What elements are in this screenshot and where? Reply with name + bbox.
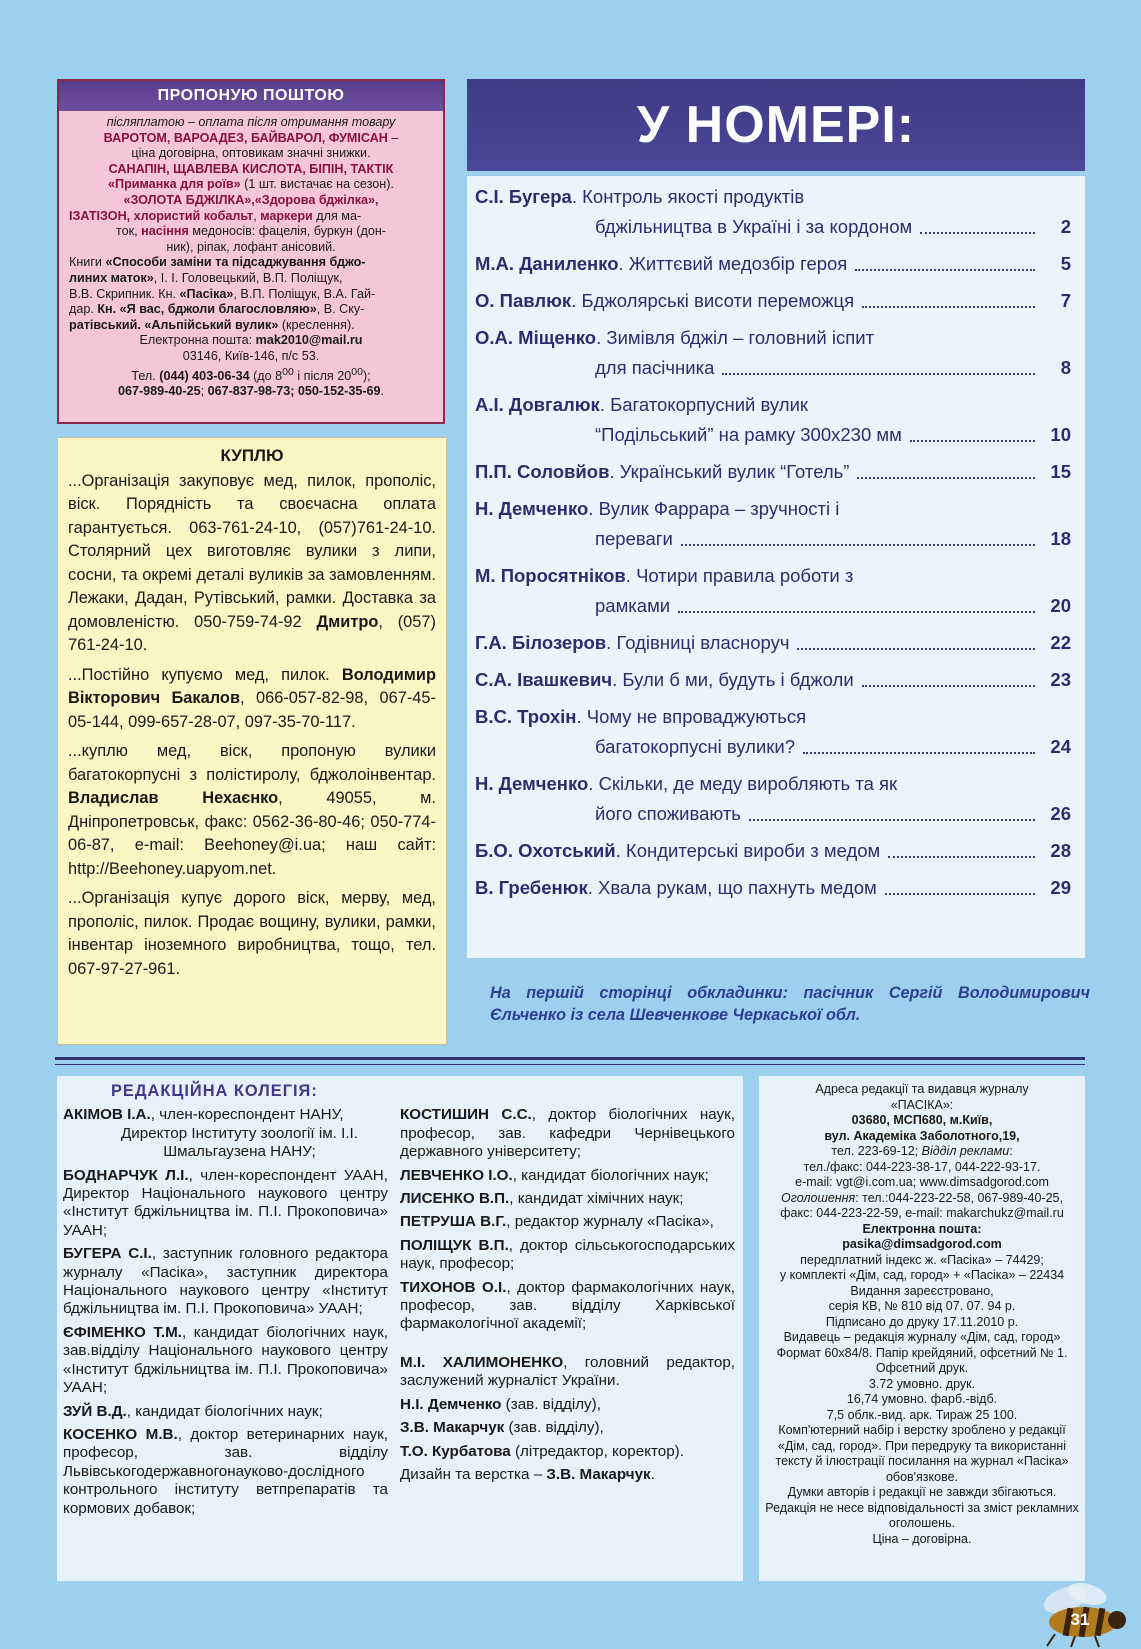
- page-number: 31: [1070, 1610, 1090, 1629]
- address-text: Відділ реклами: [921, 1144, 1010, 1158]
- mail-order-box: [57, 79, 445, 424]
- toc-item[interactable]: [475, 390, 1071, 450]
- toc-item[interactable]: [475, 323, 1071, 383]
- address-text: тел. 223-69-12;: [831, 1144, 922, 1158]
- address-text: :: [1009, 1144, 1013, 1158]
- toc-item[interactable]: [475, 873, 1071, 903]
- mail-text: Тел.: [131, 368, 160, 383]
- toc-page: 28: [1050, 840, 1071, 861]
- product-list: «ЗОЛОТА БДЖІЛКА»,«Здорова бджілка»,: [123, 192, 379, 207]
- leader-dots: [797, 648, 1035, 650]
- toc-page: 15: [1050, 461, 1071, 482]
- toc-item[interactable]: [475, 286, 1071, 316]
- leader-dots: [920, 232, 1035, 234]
- phone-numbers: 067-837-98-73; 050-152-35-69: [207, 384, 381, 399]
- staff-info: (зав. відділу),: [504, 1419, 604, 1437]
- member-name: БУГЕРА С.І.: [63, 1245, 152, 1263]
- toc-item[interactable]: [475, 702, 1071, 762]
- mail-text: і після 20: [293, 368, 352, 383]
- toc-line: [475, 799, 1071, 829]
- toc-item[interactable]: [475, 494, 1071, 554]
- ad-paragraph: [68, 664, 436, 735]
- leader-dots: [910, 440, 1035, 442]
- staff-name: З.В. Макарчук: [546, 1465, 651, 1483]
- ad-text: ...Постійно купуємо мед, пилок.: [68, 665, 342, 684]
- leader-dots: [862, 685, 1035, 687]
- address-line: Редакція не несе відповідальності за зміст рекламних оголошень.: [765, 1500, 1079, 1530]
- board-member: [400, 1190, 735, 1208]
- toc-page: 29: [1050, 877, 1071, 898]
- section-divider: [55, 1057, 1085, 1065]
- toc-line: [475, 561, 1071, 591]
- member-info: , кандидат біологічних наук;: [512, 1166, 709, 1184]
- ad-paragraph: ...Організація купує дорого віск, мерву, мед, прополіс, пилок. Продає вощину, вулики, рамки, інвентар іноземного виробництва, тощо, тел. 067-97-27-961.: [68, 889, 436, 978]
- toc-author: С.І. Бугера: [475, 186, 572, 207]
- ad-text: ...Організація закуповує мед, пилок, прополіс, віск. Порядність та своєчасна оплата гарантується. 063-761-24-10, (057)761-24-10. Столярний цех виготовляє вулики з липи, сосни, та окремі деталі вуликів за замовленням. Лежаки, Дадан, Рутівський, рамки. Доставка за домовленістю. 050-759-74-92: [68, 471, 436, 631]
- address-line: у комплекті «Дім, сад, город» + «Пасіка» – 22434: [779, 1268, 1065, 1282]
- board-member: [400, 1167, 735, 1185]
- member-name: КОСТИШИН С.С.: [400, 1106, 532, 1124]
- mail-text: медоносів: фацелія, буркун (дон-: [188, 224, 386, 239]
- toc-page: 26: [1050, 803, 1071, 824]
- ad-text: , (057) 761-24-10.: [68, 612, 436, 654]
- board-member: [400, 1237, 735, 1274]
- toc-line: [475, 182, 1071, 212]
- leader-dots: [678, 611, 1035, 613]
- toc-title: для пасічника: [595, 357, 715, 378]
- member-info: , кандидат хімічних наук;: [509, 1190, 684, 1208]
- editorial-board: [57, 1076, 743, 1581]
- toc-page: 20: [1050, 595, 1071, 616]
- toc-author: Г.А. Білозеров: [475, 632, 607, 653]
- toc-line: [475, 390, 1071, 420]
- product-list: ІЗАТІЗОН, хлористий кобальт: [69, 208, 254, 223]
- leader-dots: [885, 893, 1035, 895]
- toc-title: . Життєвий медозбір героя: [618, 253, 848, 274]
- toc-page: 2: [1060, 216, 1071, 237]
- mail-text: ток,: [116, 224, 142, 239]
- toc-author: Б.О. Охотський: [475, 840, 616, 861]
- product-list: САНАПІН, ЩАВЛЕВА КИСЛОТА, БІПІН, ТАКТІК: [108, 161, 394, 176]
- member-name: БОДНАРЧУК Л.І.: [63, 1166, 189, 1184]
- toc-item[interactable]: [475, 769, 1071, 829]
- board-member: [400, 1213, 735, 1231]
- toc-line: [475, 628, 1071, 658]
- book-title: «Способи заміни та підсаджування бджо-: [105, 255, 366, 270]
- staff-info: .: [650, 1465, 655, 1483]
- member-name: АКІМОВ І.А.: [63, 1106, 151, 1124]
- toc-title: . Скільки, де меду виробляють та як: [588, 773, 898, 794]
- address-line: Адреса редакції та видавця журналу: [815, 1082, 1029, 1096]
- toc-line: [475, 286, 1071, 316]
- leader-dots: [855, 269, 1035, 271]
- toc-title: . Багатокорпусний вулик: [599, 394, 809, 415]
- address-line: Видавець – редакція журналу «Дім, сад, город»: [783, 1330, 1061, 1344]
- toc-title: . Чому не впроваджуються: [576, 706, 807, 727]
- ad-text: , 066-057-82-98, 067-45-05-144, 099-657-28-07, 097-35-70-117.: [68, 689, 436, 731]
- member-info: , доктор біологічних наук, професор, зав. кафедри Чернівецького державного університету;: [400, 1106, 735, 1161]
- mail-text: –: [387, 130, 399, 145]
- toc-title: . Бджолярські висоти переможця: [571, 290, 855, 311]
- toc-title: . Чотири правила роботи з: [625, 565, 854, 586]
- staff-name: З.В. Макарчук: [400, 1419, 505, 1437]
- address-line: факс: 044-223-22-59, e-mail: makarchukz@mail.ru: [780, 1206, 1064, 1220]
- toc-title: . Були б ми, будуть і бджоли: [612, 669, 854, 690]
- address-line: 7,5 облк.-вид. арк. Тираж 25 100.: [826, 1407, 1018, 1422]
- toc-page: 23: [1050, 669, 1071, 690]
- phone-number: 067-989-40-25: [117, 384, 201, 399]
- toc-line: [475, 836, 1071, 866]
- mail-text: В.В. Скрипник. Кн.: [69, 286, 180, 301]
- leader-dots: [888, 856, 1035, 858]
- buy-ads-box: [57, 437, 447, 1045]
- member-name: ЛИСЕНКО В.П.: [400, 1190, 510, 1208]
- board-member: [63, 1426, 388, 1518]
- member-name: ТИХОНОВ О.І.: [400, 1278, 507, 1296]
- toc-page: 8: [1060, 357, 1071, 378]
- mail-text: (до 8: [249, 368, 283, 383]
- address-line: передплатний індекс ж. «Пасіка» – 74429;: [800, 1252, 1044, 1267]
- member-name: ЄФІМЕНКО Т.М.: [63, 1323, 183, 1341]
- product-name: маркери: [260, 208, 313, 223]
- postal-address: 03146, Київ-146, п/с 53.: [182, 348, 320, 363]
- product-name: насіння: [141, 224, 189, 239]
- board-title: РЕДАКЦІЙНА КОЛЕГІЯ:: [111, 1082, 318, 1100]
- toc-title: . Хвала рукам, що пахнуть медом: [587, 877, 877, 898]
- staff-member: [400, 1443, 735, 1461]
- toc-title: бджільництва в Україні і за кордоном: [595, 216, 913, 237]
- address-line: тел./факс: 044-223-38-17, 044-222-93-17.: [803, 1159, 1041, 1174]
- staff-info: (зав. відділу),: [501, 1395, 601, 1413]
- mail-line: ник), ріпак, лофант анісовий.: [166, 239, 336, 254]
- staff-name: Т.О. Курбатова: [400, 1442, 511, 1460]
- address-line: Комп'ютерний набір і верстку зроблено у редакції «Дім, сад, город». При передруку та використанні тексту й ілюстрації посилання на журнал «Пасіка» обов'язкове.: [775, 1423, 1069, 1484]
- member-info: , член-кореспондент НАНУ,: [150, 1106, 344, 1124]
- toc-title: . Годівниці власноруч: [606, 632, 790, 653]
- leader-dots: [722, 373, 1035, 375]
- toc-line: [475, 212, 1071, 242]
- leader-dots: [681, 544, 1035, 546]
- board-member: [63, 1403, 388, 1421]
- staff-info: (літредактор, коректор).: [510, 1442, 684, 1460]
- toc-author: В.С. Трохін: [475, 706, 577, 727]
- toc-title: . Зимівля бджіл – головний іспит: [596, 327, 875, 348]
- mail-text: , В. Ску-: [316, 302, 365, 317]
- toc-author: О.А. Міщенко: [475, 327, 597, 348]
- superscript: 00: [282, 365, 294, 378]
- board-member: [63, 1324, 388, 1398]
- mail-text: , В.П. Поліщук, В.А. Гай-: [233, 286, 376, 301]
- toc-page: 22: [1050, 632, 1071, 653]
- mail-text: для ма-: [312, 208, 362, 223]
- leader-dots: [857, 477, 1035, 479]
- table-of-contents: [467, 176, 1085, 958]
- address-line: вул. Академіка Заболотного,19,: [824, 1128, 1020, 1143]
- toc-page: 18: [1050, 528, 1071, 549]
- address-text: : тел.:044-223-22-58, 067-989-40-25,: [855, 1190, 1063, 1205]
- member-name: ПЕТРУША В.Г.: [400, 1213, 507, 1231]
- email-link[interactable]: pasika@dimsadgorod.com: [842, 1237, 1002, 1251]
- address-line: Видання зареєстровано,: [850, 1283, 994, 1298]
- address-line: [765, 1191, 1079, 1207]
- toc-title: його споживають: [595, 803, 741, 824]
- staff-member: [400, 1396, 735, 1414]
- leader-dots: [803, 752, 1035, 754]
- leader-dots: [862, 306, 1035, 308]
- toc-item[interactable]: [475, 457, 1071, 487]
- design-credit: [400, 1466, 735, 1484]
- product-name: «Приманка для роїв»: [108, 177, 241, 192]
- address-line: Формат 60х84/8. Папір крейдяний, офсетний № 1. Офсетний друк.: [776, 1345, 1068, 1375]
- mail-text: Електронна пошта:: [139, 333, 256, 348]
- member-name: ЗУЙ В.Д.: [63, 1402, 127, 1420]
- toc-item[interactable]: [475, 561, 1071, 621]
- phone-number: (044) 403-06-34: [159, 368, 250, 383]
- contents-title: У НОМЕРІ:: [467, 79, 1085, 171]
- toc-page: 5: [1060, 253, 1071, 274]
- toc-line: [475, 732, 1071, 762]
- member-name: ПОЛІЩУК В.П.: [400, 1236, 509, 1254]
- toc-line: [475, 323, 1071, 353]
- board-member: [400, 1279, 735, 1334]
- address-line: Електронна пошта:: [862, 1221, 982, 1236]
- mail-line: ціна договірна, оптовикам значні знижки.: [131, 146, 371, 161]
- toc-item[interactable]: [475, 182, 1071, 242]
- book-title: Кн. «Я вас, бджоли благословляю»: [97, 302, 317, 317]
- mail-text: (креслення).: [278, 317, 355, 332]
- toc-title: рамками: [595, 595, 671, 616]
- book-title: линих маток»: [69, 270, 154, 285]
- mail-text: .: [380, 384, 385, 399]
- member-info: , редактор журналу «Пасіка»,: [506, 1213, 714, 1231]
- toc-line: [475, 524, 1071, 554]
- address-line: Думки авторів і редакції не завжди збігаються.: [787, 1485, 1057, 1499]
- mail-text: ,: [253, 208, 261, 223]
- website-link[interactable]: e-mail: vgt@i.com.ua; www.dimsadgorod.com: [795, 1175, 1049, 1189]
- book-title: «Пасіка»: [179, 286, 234, 301]
- mail-text: , І. І. Головецький, В.П. Поліщук,: [153, 270, 343, 285]
- toc-item[interactable]: [475, 665, 1071, 695]
- toc-page: 7: [1060, 290, 1071, 311]
- toc-line: [475, 665, 1071, 695]
- address-line: Ціна – договірна.: [872, 1531, 972, 1546]
- staff-member: [400, 1419, 735, 1437]
- superscript: 00: [351, 365, 363, 378]
- toc-line: [475, 420, 1071, 450]
- toc-author: О. Павлюк: [475, 290, 572, 311]
- address-text: Оголошення: [781, 1190, 856, 1205]
- member-info: Директор Інституту зоології ім. І.І. Шмальгаузена НАНУ;: [121, 1124, 358, 1161]
- toc-line: [475, 702, 1071, 732]
- book-title: ратівський. «Альпійський вулик»: [69, 317, 279, 332]
- staff-info: , головний редактор, заслужений журналіст України.: [400, 1353, 736, 1390]
- mail-order-header: ПРОПОНУЮ ПОШТОЮ: [59, 81, 443, 111]
- mail-line: післяплатою – оплата після отримання товару: [106, 115, 396, 129]
- address-line: «ПАСІКА»:: [890, 1097, 954, 1112]
- member-name: КОСЕНКО М.В.: [63, 1425, 178, 1443]
- member-info: , заступник головного редактора журналу «Пасіка», заступник директора Національного наукового центру «Інститут бджільництва ім. П.І. Прокоповича» УААН;: [63, 1245, 388, 1318]
- member-info: , член-кореспондент УААН, Директор Національного наукового центру «Інститут бджільництва ім. П.І. Прокоповича» УААН;: [63, 1166, 388, 1239]
- toc-page: 10: [1050, 424, 1071, 445]
- board-member: [63, 1167, 388, 1241]
- address-line: 3.72 умовно. друк.: [868, 1376, 976, 1391]
- toc-title: багатокорпусні вулики?: [595, 736, 796, 757]
- toc-line: [475, 457, 1071, 487]
- address-line: Підписано до друку 17.11.2010 р.: [825, 1314, 1019, 1329]
- board-member: [63, 1106, 388, 1161]
- address-line: серія КВ, № 810 від 07. 07. 94 р.: [828, 1299, 1016, 1313]
- leader-dots: [749, 819, 1035, 821]
- product-list: ВАРОТОМ, ВАРОАДЕЗ, БАЙВАРОЛ, ФУМІСАН: [103, 130, 388, 145]
- contact-name: Дмитро: [316, 612, 379, 631]
- ad-paragraph: [68, 470, 436, 658]
- staff-info: Дизайн та верстка –: [400, 1465, 547, 1483]
- toc-author: А.І. Довгалюк: [475, 394, 600, 415]
- staff-name: М.І. ХАЛИМОНЕНКО: [400, 1353, 564, 1371]
- member-name: ЛЕВЧЕНКО І.О.: [400, 1166, 513, 1184]
- toc-line: [475, 769, 1071, 799]
- member-info: , доктор фармакологічних наук, професор, зав. відділу Харківської фармакологічної академії;: [400, 1278, 736, 1333]
- staff-member: [400, 1354, 735, 1391]
- toc-author: Н. Демченко: [475, 498, 589, 519]
- toc-author: С.А. Івашкевич: [475, 669, 613, 690]
- contact-name: Володимир Вікторович Бакалов: [68, 665, 436, 707]
- cover-caption: На першій сторінці обкладинки: пасічник Сергій Володимирович Єльченко із села Шевченкове Черкаської обл.: [490, 984, 1090, 1024]
- publisher-address: [759, 1076, 1085, 1581]
- member-info: , кандидат біологічних наук;: [126, 1402, 323, 1420]
- ad-paragraph: [68, 740, 436, 881]
- buy-title: КУПЛЮ: [220, 446, 284, 465]
- toc-line: [475, 873, 1071, 903]
- toc-line: [475, 494, 1071, 524]
- toc-page: 24: [1050, 736, 1071, 757]
- email-link[interactable]: mak2010@mail.ru: [255, 333, 363, 348]
- contact-name: Владислав Нехаєнко: [68, 789, 279, 807]
- toc-title: . Кондитерські вироби з медом: [615, 840, 881, 861]
- mail-text: ;: [200, 384, 208, 399]
- toc-author: Н. Демченко: [475, 773, 589, 794]
- toc-line: [475, 353, 1071, 383]
- mail-text: Книги: [69, 255, 106, 270]
- toc-item[interactable]: [475, 249, 1071, 279]
- board-member: [400, 1106, 735, 1161]
- toc-line: [475, 591, 1071, 621]
- toc-title: . Вулик Фаррара – зручності і: [588, 498, 840, 519]
- toc-title: переваги: [595, 528, 673, 549]
- member-info: , доктор сільськогосподарських наук, професор;: [400, 1236, 735, 1273]
- toc-author: П.П. Соловйов: [475, 461, 610, 482]
- toc-author: М.А. Даниленко: [475, 253, 619, 274]
- mail-text: );: [362, 368, 371, 383]
- mail-text: (1 шт. вистачає на сезон).: [240, 177, 394, 192]
- toc-author: В. Гребенюк: [475, 877, 588, 898]
- address-line: 03680, МСП680, м.Київ,: [851, 1113, 993, 1127]
- staff-name: Н.І. Демченко: [400, 1395, 502, 1413]
- toc-author: М. Поросятніков: [475, 565, 626, 586]
- member-info: , доктор ветеринарних наук, професор, зав. відділу Львівськогодержавногонауково-дослідного контрольного інституту ветпрепаратів та кормових добавок;: [63, 1425, 388, 1517]
- toc-line: [475, 249, 1071, 279]
- toc-title: “Подільський” на рамку 300х230 мм: [595, 424, 902, 445]
- toc-title: . Контроль якості продуктів: [571, 186, 805, 207]
- ad-text: , 49055, м. Дніпропетровськ, факс: 0562-36-80-46; 050-774-06-87, e-mail: Beehoney@i.ua; наш сайт: http://Beehoney.uapyom.net.: [68, 789, 436, 878]
- address-line: 16,74 умовно. фарб.-відб.: [846, 1392, 998, 1406]
- toc-item[interactable]: [475, 628, 1071, 658]
- ad-text: ...куплю мед, віск, пропоную вулики багатокорпусні з полістиролу, бджолоінвентар.: [68, 742, 436, 784]
- address-line: [765, 1144, 1079, 1160]
- board-member: [63, 1245, 388, 1319]
- member-info: , кандидат біологічних наук, зав.відділу Національного наукового центру «Інститут бджільництва ім. П.І. Прокоповича» УААН;: [63, 1323, 388, 1397]
- toc-title: . Український вулик “Готель”: [609, 461, 850, 482]
- toc-item[interactable]: [475, 836, 1071, 866]
- mail-text: дар.: [69, 302, 98, 317]
